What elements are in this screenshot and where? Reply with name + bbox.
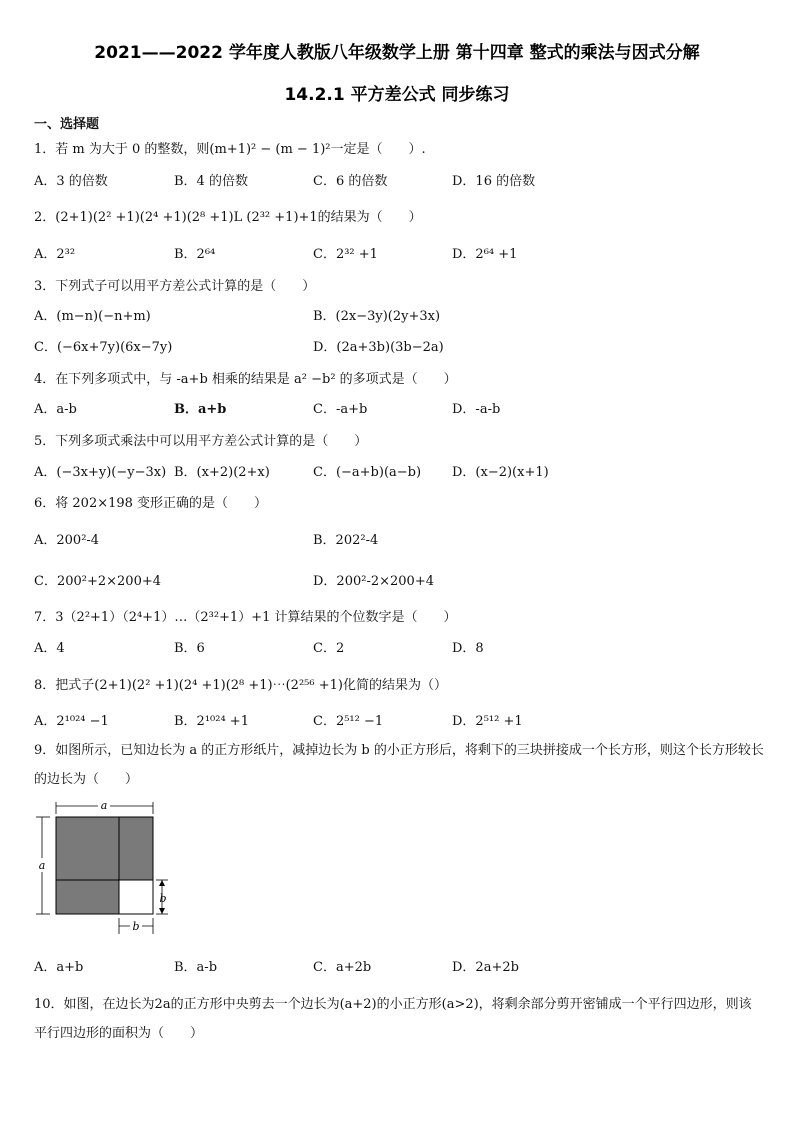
question-4: 4．在下列多项式中，与 -a+b 相乘的结果是 a² −b² 的多项式是（ ） xyxy=(34,372,457,387)
question-5: 5．下列多项式乘法中可以用平方差公式计算的是（ ） xyxy=(34,434,368,449)
q9-option-c[interactable]: C．a+2b xyxy=(313,960,372,975)
q1-option-b[interactable]: B．4 的倍数 xyxy=(174,174,248,189)
q5-option-d[interactable]: D．(x−2)(x+1) xyxy=(452,465,549,480)
q4-option-d[interactable]: D．-a-b xyxy=(452,402,501,417)
question-1: 1．若 m 为大于 0 的整数，则(m+1)² − (m − 1)²一定是（ ）. xyxy=(34,142,426,157)
q7-option-d[interactable]: D．8 xyxy=(452,641,484,656)
q6-option-a[interactable]: A．200²-4 xyxy=(34,533,100,548)
question-10: 10．如图，在边长为2a的正方形中央剪去一个边长为(a+2)的小正方形(a>2)，将剩余部分剪开密铺成一个平行四边形，则该平行四边形的面积为（ ） xyxy=(34,997,752,1041)
q3-option-d[interactable]: D．(2a+3b)(3b−2a) xyxy=(313,340,444,355)
q1-option-a[interactable]: A．3 的倍数 xyxy=(34,174,108,189)
question-7: 7．3（2²+1）（2⁴+1）…（2³²+1）+1 计算结果的个位数字是（ ） xyxy=(34,610,457,625)
q7-option-b[interactable]: B．6 xyxy=(174,641,205,656)
section-heading: 一、选择题 xyxy=(34,117,100,132)
q2-option-d[interactable]: D．2⁶⁴ +1 xyxy=(452,247,518,262)
q6-option-c[interactable]: C．200²+2×200+4 xyxy=(34,574,162,589)
q5-option-b[interactable]: B．(x+2)(2+x) xyxy=(174,465,270,480)
q4-option-b[interactable]: B．a+b xyxy=(174,402,227,417)
q3-option-a[interactable]: A．(m−n)(−n+m) xyxy=(34,309,151,324)
q4-option-c[interactable]: C．-a+b xyxy=(313,402,368,417)
q5-option-c[interactable]: C．(−a+b)(a−b) xyxy=(313,465,422,480)
question-3: 3．下列式子可以用平方差公式计算的是（ ） xyxy=(34,279,316,294)
square-figure xyxy=(30,800,180,944)
label-left-a: a xyxy=(38,859,46,872)
square-diagram xyxy=(30,800,180,940)
q4-option-a[interactable]: A．a-b xyxy=(34,402,77,417)
question-8: 8．把式子(2+1)(2² +1)(2⁴ +1)(2⁸ +1)⋯(2²⁵⁶ +1)化简的结果为（） xyxy=(34,678,447,693)
q2-option-c[interactable]: C．2³² +1 xyxy=(313,247,378,262)
q8-option-d[interactable]: D．2⁵¹² +1 xyxy=(452,714,523,729)
q6-option-b[interactable]: B．202²-4 xyxy=(313,533,379,548)
question-9: 9．如图所示，已知边长为 a 的正方形纸片，减掉边长为 b 的小正方形后，将剩下的三块拼接成一个长方形，则这个长方形较长的边长为（ ） xyxy=(34,743,764,787)
q2-option-a[interactable]: A．2³² xyxy=(34,247,76,262)
q6-option-d[interactable]: D．200²-2×200+4 xyxy=(313,574,434,589)
q1-option-c[interactable]: C．6 的倍数 xyxy=(313,174,388,189)
q8-option-c[interactable]: C．2⁵¹² −1 xyxy=(313,714,384,729)
q8-option-b[interactable]: B．2¹⁰²⁴ +1 xyxy=(174,714,249,729)
document-title: 2021——2022 学年度人教版八年级数学上册 第十四章 整式的乘法与因式分解 xyxy=(94,43,700,63)
q1-option-d[interactable]: D．16 的倍数 xyxy=(452,174,536,189)
q9-option-a[interactable]: A．a+b xyxy=(34,960,84,975)
q3-option-b[interactable]: B．(2x−3y)(2y+3x) xyxy=(313,309,441,324)
q8-option-a[interactable]: A．2¹⁰²⁴ −1 xyxy=(34,714,109,729)
document-subtitle: 14.2.1 平方差公式 同步练习 xyxy=(284,85,510,105)
q9-option-d[interactable]: D．2a+2b xyxy=(452,960,519,975)
label-bottom-b: b xyxy=(132,920,140,933)
question-2: 2．(2+1)(2² +1)(2⁴ +1)(2⁸ +1)L (2³² +1)+1的结果为（ ） xyxy=(34,210,422,225)
cut-small-square xyxy=(119,880,153,914)
q9-option-b[interactable]: B．a-b xyxy=(174,960,218,975)
label-right-b: b xyxy=(159,892,167,905)
question-6: 6．将 202×198 变形正确的是（ ） xyxy=(34,496,268,511)
q7-option-a[interactable]: A．4 xyxy=(34,641,65,656)
q2-option-b[interactable]: B．2⁶⁴ xyxy=(174,247,216,262)
q5-option-a[interactable]: A．(−3x+y)(−y−3x) xyxy=(34,465,167,480)
q7-option-c[interactable]: C．2 xyxy=(313,641,345,656)
label-top-a: a xyxy=(100,800,108,812)
q3-option-c[interactable]: C．(−6x+7y)(6x−7y) xyxy=(34,340,173,355)
